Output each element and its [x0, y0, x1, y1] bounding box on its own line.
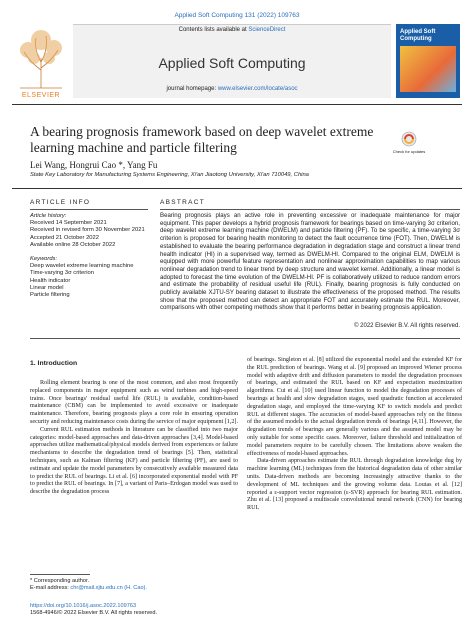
corresponding-author-note: * Corresponding author. — [30, 578, 90, 584]
publisher-wordmark: ELSEVIER — [21, 92, 61, 99]
article-history — [30, 213, 150, 299]
abstract-text: Bearing prognosis plays an active role in preventing excessive or inadequate maintenance for major equipment. This paper develops a hybrid prognosis framework for bearings based on time-varying 3σ criterion, deep wavelet extreme learning machine (DWELM) and particle filtering (PF). To be specific, a time-varying 3σ criterion is proposed for bearing health monitoring to detect the fault occurrence time (FOT). Then, DWELM is established to evaluate the bearing performance degradation in degradation stage and construct a linear trend health indicator (HI) in a supervised way, termed as DWELM-HI. Compared to the original ELM, DWELM is equipped with more powerful feature representation and nonlinear approximation capabilities to map various nonlinear degradation trend to linear trend by deep structure and wavelet kernel. Additionally, a linear model is adopted to forecast the time evolution of the DWELM-HI. PF is collaboratively utilized to reduce random errors and estimate the probability of residual useful life (RUL). Finally, bearing prognosis is fully conducted on publicly available XJTU-SY bearing dataset to illustrate the effectiveness of the proposed method. The results show that the proposed method can detect an appropriate FOT and accurately estimate the RUL. Moreover, comparisons with other competing methods show that it performs better in bearing prognosis application. — [160, 212, 460, 312]
info-divider — [12, 188, 462, 189]
body-paragraph: Current RUL estimation methods in literature can be classified into two major categories: model-based approaches and data-driven approaches [3,4]. Model-based approaches utilize mathematical/physical models derived from experiences or failure mechanisms to describe the degradation trend of bearings [5]. Then, statistical techniques, such as Kalman filtering (KF) and particle filtering (PF), are used to estimate and update the model parameters by consecutively available measured data to predict the RUL of bearings. Li et al. [6] incorporated exponential model with PF to predict the RUL of bearings. In [7], a variant of Paris–Erdogan model was used to describe the degradation process — [30, 426, 238, 496]
body-column-right — [247, 357, 462, 513]
keyword: Deep wavelet extreme learning machine — [30, 263, 134, 270]
doi-block — [30, 603, 240, 617]
contents-line — [73, 27, 391, 33]
cover-artwork — [400, 46, 456, 92]
journal-reference-link[interactable]: Applied Soft Computing 131 (2022) 109763 — [174, 12, 300, 19]
homepage-link[interactable]: www.elsevier.com/locate/asoc — [217, 86, 298, 92]
keywords-label: Keywords: — [30, 256, 58, 263]
check-for-updates-label: Check for updates — [392, 149, 426, 154]
contents-prefix: Contents lists available at — [178, 27, 249, 33]
history-online: Available online 28 October 2022 — [30, 241, 116, 248]
email-label: E-mail address: — [30, 585, 71, 591]
homepage-prefix: journal homepage: — [166, 86, 218, 92]
issn-line: 1568-4946/© 2022 Elsevier B.V. All rights reserved. — [30, 610, 158, 616]
abstract-heading: ABSTRACT — [160, 199, 206, 206]
body-paragraph: of bearings. Singleton et al. [8] utilized the exponential model and the extended KF for the RUL prediction of bearings. Wang et al. [9] proposed an improved Wiener process model with adaptive drift and diffusion parameters to model the degradation processes of bearings, and estimated the RUL based on KF and expectation maximization algorithms. Cui et al. [10] used linear function to model the degradation processes of bearings at health and slow degradation stages, used quadratic function at accelerated degradation stage, and employed the time-varying KF to switch models and predict RUL at different stages. The accuracies of model-based approaches rely on the fitness of the assumed models to the actual degradation trends of bearings [4,11]. However, the degradation trends of bearings are generally various and the assumed model may be only suitable for some specific cases. Moreover, failure threshold and initialization of model parameters require to be carefully chosen. The limitations above weaken the effectiveness of model-based approaches. — [247, 357, 462, 457]
journal-cover-thumbnail[interactable] — [396, 24, 460, 98]
footnote-rule — [30, 574, 90, 575]
footnote — [30, 578, 240, 592]
body-paragraph: Data-driven approaches estimate the RUL through degradation knowledge dug by machine learning (ML) techniques from the historical degradation data of other similar units. Data-driven methods are becoming increasingly attractive thanks to the development of ML techniques and the growing volume data. Loutas et al. [12] reported a ε-support vector regression (ε-SVR) approach for bearing RUL estimation. Zhu et al. [13] proposed a multiscale convolutional neural network (CNN) for bearing RUL — [247, 458, 462, 512]
history-accepted: Accepted 21 October 2022 — [30, 234, 99, 241]
history-label: Article history: — [30, 213, 67, 219]
author-list: Lei Wang, Hongrui Cao *, Yang Fu — [30, 160, 158, 170]
email-link[interactable]: chr@mail.xjtu.edu.cn (H. Cao). — [70, 585, 147, 591]
article-title: A bearing prognosis framework based on deep wavelet extreme learning machine and particle filtering — [30, 124, 374, 155]
abstract-bottom-rule — [30, 338, 460, 339]
keyword: Linear model — [30, 284, 64, 291]
affiliation: State Key Laboratory for Manufacturing Systems Engineering, Xi'an Jiaotong University, Xi'an 710049, China — [30, 172, 309, 178]
email-line — [30, 585, 240, 592]
abstract-underline — [160, 209, 460, 210]
doi-link[interactable]: https://doi.org/10.1016/j.asoc.2022.109763 — [30, 603, 137, 609]
abstract-copyright: © 2022 Elsevier B.V. All rights reserved. — [354, 323, 460, 329]
journal-title: Applied Soft Computing — [158, 55, 306, 71]
body-column-left — [30, 380, 238, 497]
homepage-line — [73, 86, 391, 92]
keyword: Particle filtering — [30, 292, 70, 299]
sciencedirect-link[interactable]: ScienceDirect — [248, 27, 286, 33]
keyword: Time-varying 3σ criterion — [30, 270, 94, 277]
article-info-underline — [30, 209, 148, 210]
body-paragraph: Rolling element bearing is one of the most common, and also most frequently replaced components in major equipment such as wind turbines and high-speed trains. Once bearings' residual useful life (RUL) is available, condition-based maintenance (CBM) can be implemented to avoid excessive or inadequate maintenance. Therefore, bearing prognosis plays a core role in ensuring operation security and reducing maintenance costs during the service of major equipment [1,2]. — [30, 380, 238, 425]
header-divider — [12, 104, 462, 105]
elsevier-tree-logo — [12, 24, 70, 98]
keyword: Health indicator — [30, 277, 71, 284]
cover-title: Applied Soft Computing — [400, 29, 436, 42]
history-received: Received 14 September 2021 — [30, 220, 107, 227]
section-heading-introduction: 1. Introduction — [30, 360, 78, 367]
article-info-heading: ARTICLE INFO — [30, 199, 91, 206]
history-revised: Received in revised form 30 November 2021 — [30, 227, 145, 234]
